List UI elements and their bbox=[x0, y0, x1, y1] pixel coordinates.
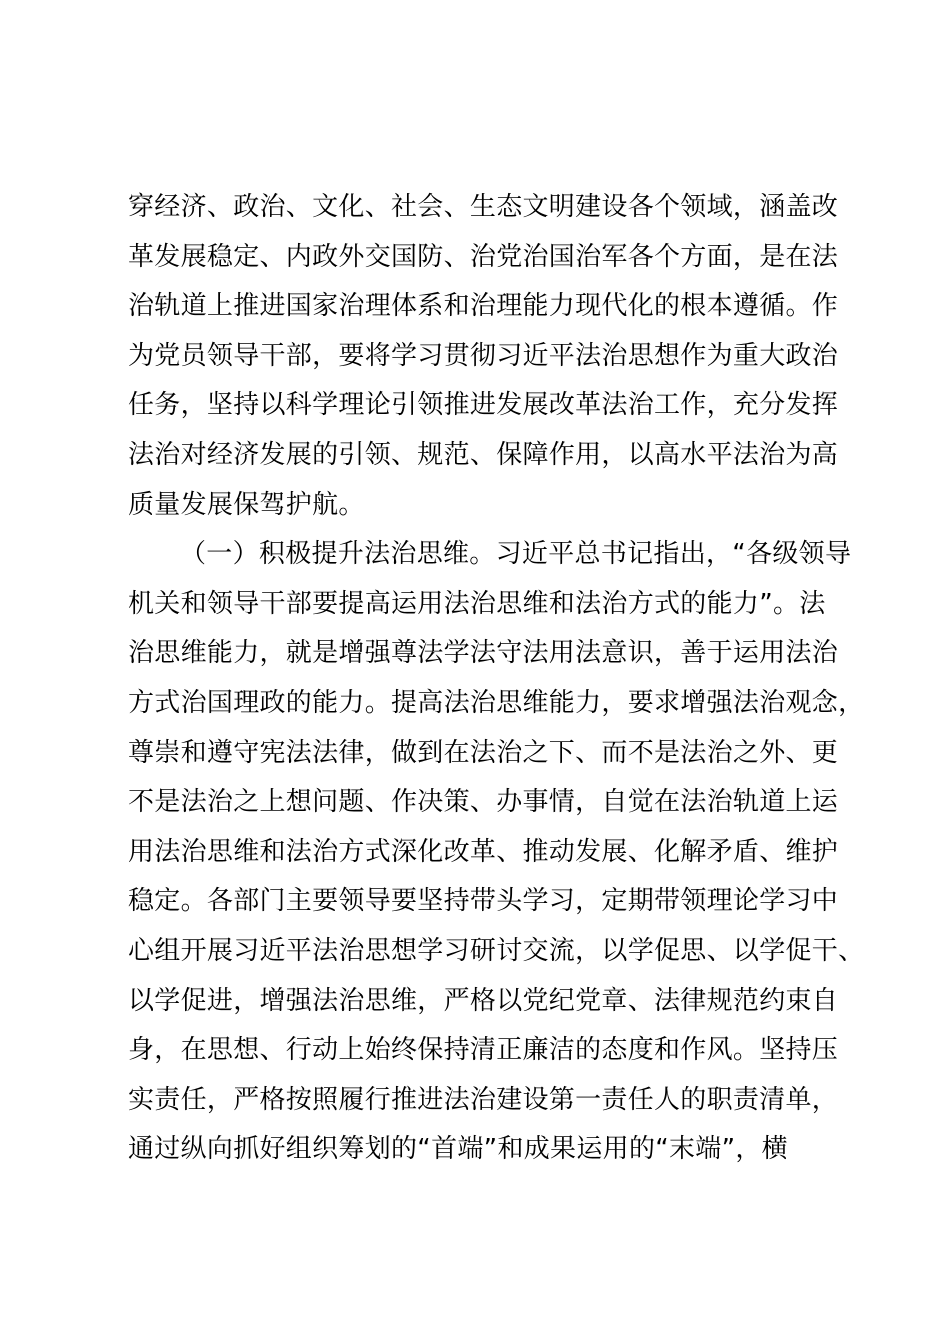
text-line: 心组开展习近平法治思想学习研讨交流，以学促思、以学促干、 bbox=[128, 935, 865, 966]
text-line: 革发展稳定、内政外交国防、治党治国治军各个方面，是在法 bbox=[128, 241, 839, 272]
body-text bbox=[128, 183, 865, 1175]
text-line: 不是法治之上想问题、作决策、办事情，自觉在法治轨道上运 bbox=[128, 787, 839, 818]
text-line: 用法治思维和法治方式深化改革、推动发展、化解矛盾、维护 bbox=[128, 836, 839, 867]
text-line: 通过纵向抓好组织筹划的“首端”和成果运用的“末端”，横 bbox=[128, 1134, 788, 1165]
text-line: 穿经济、政治、文化、社会、生态文明建设各个领域，涵盖改 bbox=[128, 192, 839, 222]
text-line: 为党员领导干部，要将学习贯彻习近平法治思想作为重大政治 bbox=[128, 340, 839, 371]
text-line: 任务，坚持以科学理论引领推进发展改革法治工作，充分发挥 bbox=[128, 390, 839, 421]
text-line: 方式治国理政的能力。提高法治思维能力，要求增强法治观念， bbox=[128, 687, 865, 718]
text-line: 稳定。各部门主要领导要坚持带头学习，定期带领理论学习中 bbox=[128, 886, 839, 917]
text-line: 机关和领导干部要提高运用法治思维和法治方式的能力”。法 bbox=[128, 588, 826, 619]
text-line: 法治对经济发展的引领、规范、保障作用，以高水平法治为高 bbox=[128, 439, 839, 470]
text-line: 质量发展保驾护航。 bbox=[128, 489, 365, 520]
text-line: 治轨道上推进国家治理体系和治理能力现代化的根本遵循。作 bbox=[128, 291, 839, 322]
text-line: 尊崇和遵守宪法法律，做到在法治之下、而不是法治之外、更 bbox=[128, 737, 839, 768]
section-heading-line: （一）积极提升法治思维。习近平总书记指出，“各级领导 bbox=[180, 539, 852, 570]
text-line: 身，在思想、行动上始终保持清正廉洁的态度和作风。坚持压 bbox=[128, 1035, 839, 1066]
text-line: 治思维能力，就是增强尊法学法守法用法意识，善于运用法治 bbox=[128, 638, 839, 669]
text-line: 实责任，严格按照履行推进法治建设第一责任人的职责清单， bbox=[128, 1084, 839, 1115]
text-line: 以学促进，增强法治思维，严格以党纪党章、法律规范约束自 bbox=[128, 985, 839, 1016]
